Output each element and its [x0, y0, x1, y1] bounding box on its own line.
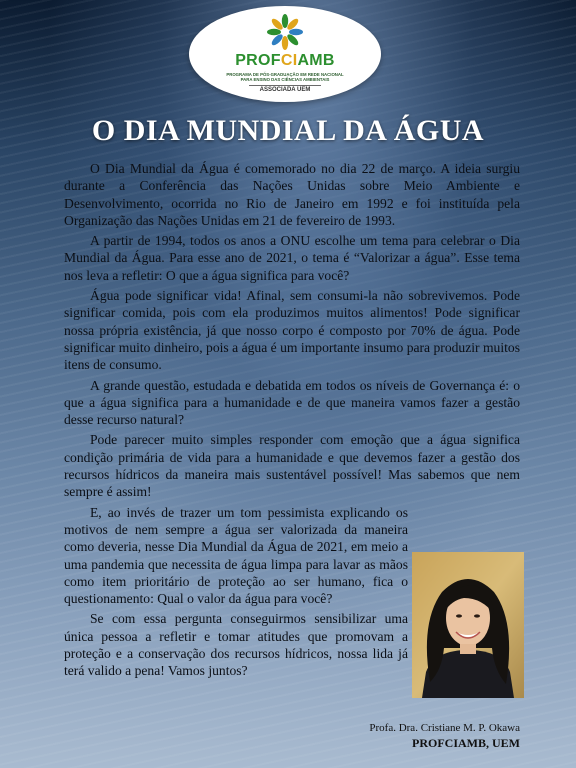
paragraph: Água pode significar vida! Afinal, sem consumi-la não sobrevivemos. Pode significar comida, pois com ela produzimos muitos alimentos! Pode significar nossa própria existência, já que nosso corpo é composto por 70% de água. Pode significar muito dinheiro, pois a água é um importante insumo para produzir muitos itens de consumo.	[64, 288, 520, 373]
paragraph: O Dia Mundial da Água é comemorado no dia 22 de março. A ideia surgiu durante a Conferência das Nações Unidas sobre Meio Ambiente e Desenvolvimento, ocorrida no Rio de Janeiro em 1992 e foi instituída pela Organização das Nações Unidas em 21 de fevereiro de 1993.	[64, 161, 520, 228]
paragraph: A grande questão, estudada e debatida em todos os níveis de Governança é: o que a água significa para a humanidade e de que maneira vamos fazer a gestão desse recurso natural?	[64, 377, 520, 428]
portrait-image	[412, 552, 524, 698]
paragraph: Se com essa pergunta conseguirmos sensibilizar uma única pessoa a refletir e tomar atitudes que promovam a proteção e a conservação dos recursos hídricos, nossa lida já terá valido a pena! Vamos juntos?	[64, 611, 408, 679]
logo-association: ASSOCIADA UEM	[259, 87, 311, 93]
page-title: O DIA MUNDIAL DA ÁGUA	[91, 114, 485, 147]
logo-divider	[249, 85, 321, 86]
leaf-circle-icon	[265, 12, 305, 52]
signature	[369, 721, 520, 751]
author-organization: PROFCIAMB, UEM	[412, 736, 520, 750]
profciamb-logo	[189, 6, 381, 102]
paragraph: E, ao invés de trazer um tom pessimista explicando os motivos de nem sempre a água ser valorizada da maneira como deveria, nesse Dia Mundial da Água de 2021, em meio a uma pandemia que necessita de água limpa para lavar as mãos como item prioritário de proteção ao ser humano, fica o questionamento: Qual o valor da água para você?	[64, 504, 408, 607]
paragraph: Pode parecer muito simples responder com emoção que a água significa condição primária de vida para a humanidade e que devemos fazer a gestão dos recursos hídricos da maneira mais sustentável possível! Mas sabemos que nem sempre é assim!	[64, 432, 520, 500]
logo-name: PROFCIAMB	[235, 52, 335, 69]
paragraph: A partir de 1994, todos os anos a ONU escolhe um tema para celebrar o Dia Mundial da Água. Para esse ano de 2021, o tema é “Valorizar a água”. Esse tema nos leva a refletir: O que a água significa para você?	[64, 233, 520, 283]
author-photo	[412, 552, 524, 698]
logo-subtitle: PROGRAMA DE PÓS-GRADUAÇÃO EM REDE NACIONAL PARA ENSINO DAS CIÊNCIAS AMBIENTAIS	[226, 72, 344, 83]
author-name: Profa. Dra. Cristiane M. P. Okawa	[369, 722, 520, 734]
